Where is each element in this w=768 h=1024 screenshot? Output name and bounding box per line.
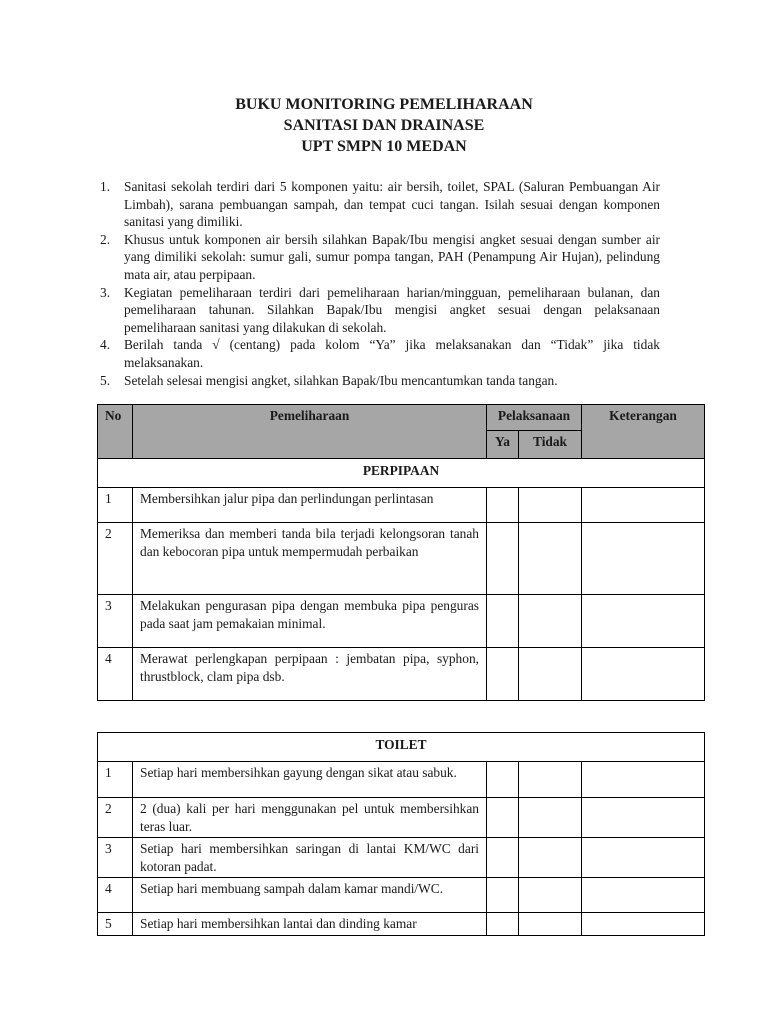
instruction-text: Setelah selesai mengisi angket, silahkan Bapak/Ibu mencantumkan tanda tangan. [124,372,558,388]
section-heading-perpipaan: PERPIPAAN [98,459,705,488]
instruction-number: 2. [100,231,111,247]
title-line-3: UPT SMPN 10 MEDAN [301,138,467,155]
section-heading-toilet: TOILET [98,733,705,762]
table-row [98,762,705,798]
instruction-item [100,284,660,337]
table-row [98,878,705,913]
ya-checkbox-cell[interactable] [487,523,519,595]
header-no: No [98,405,133,459]
row-task: Setiap hari membersihkan gayung dengan sikat atau sabuk. [133,762,487,798]
row-number: 2 [98,798,133,838]
tidak-checkbox-cell[interactable] [519,595,582,648]
keterangan-cell[interactable] [582,762,705,798]
header-pelaksanaan: Pelaksanaan [487,405,582,431]
instruction-number: 5. [100,372,111,388]
row-task: Membersihkan jalur pipa dan perlindungan perlintasan [133,488,487,523]
document-title [0,94,768,157]
tidak-checkbox-cell[interactable] [519,488,582,523]
tidak-checkbox-cell[interactable] [519,878,582,913]
tidak-checkbox-cell[interactable] [519,523,582,595]
row-number: 1 [98,488,133,523]
header-ya: Ya [487,431,519,459]
row-number: 4 [98,878,133,913]
keterangan-cell[interactable] [582,488,705,523]
ya-checkbox-cell[interactable] [487,838,519,878]
header-keterangan: Keterangan [582,405,705,459]
tidak-checkbox-cell[interactable] [519,648,582,701]
table-row [98,595,705,648]
row-task: 2 (dua) kali per hari menggunakan pel untuk membersihkan teras luar. [133,798,487,838]
row-task: Setiap hari membersihkan lantai dan dinding kamar [133,913,487,936]
keterangan-cell[interactable] [582,595,705,648]
keterangan-cell[interactable] [582,838,705,878]
toilet-table [97,732,705,936]
table-row [98,523,705,595]
instructions-list [100,178,660,389]
table-row [98,648,705,701]
table-row [98,838,705,878]
tidak-checkbox-cell[interactable] [519,913,582,936]
instruction-item [100,231,660,284]
table-row [98,913,705,936]
keterangan-cell[interactable] [582,798,705,838]
header-pemeliharaan: Pemeliharaan [133,405,487,459]
perpipaan-table [97,404,705,701]
row-task: Melakukan pengurasan pipa dengan membuka pipa penguras pada saat jam pemakaian minimal. [133,595,487,648]
row-number: 2 [98,523,133,595]
instruction-item [100,178,660,231]
row-number: 3 [98,838,133,878]
row-task: Memeriksa dan memberi tanda bila terjadi kelongsoran tanah dan kebocoran pipa untuk mempermudah perbaikan [133,523,487,595]
tidak-checkbox-cell[interactable] [519,762,582,798]
keterangan-cell[interactable] [582,523,705,595]
row-number: 4 [98,648,133,701]
keterangan-cell[interactable] [582,878,705,913]
tidak-checkbox-cell[interactable] [519,838,582,878]
title-line-2: SANITASI DAN DRAINASE [283,117,485,134]
row-task: Merawat perlengkapan perpipaan : jembatan pipa, syphon, thrustblock, clam pipa dsb. [133,648,487,701]
tidak-checkbox-cell[interactable] [519,798,582,838]
instruction-text: Khusus untuk komponen air bersih silahkan Bapak/Ibu mengisi angket sesuai dengan sumber air yang dimiliki sekolah: sumur gali, sumur pompa tangan, PAH (Penampung Air Hujan), pelindung mata air, atau perpipaan. [124,231,660,282]
instruction-number: 3. [100,284,111,300]
ya-checkbox-cell[interactable] [487,913,519,936]
instruction-text: Sanitasi sekolah terdiri dari 5 komponen yaitu: air bersih, toilet, SPAL (Saluran Pembuangan Air Limbah), sarana pembuangan sampah, dan tempat cuci tangan. Isilah sesuai dengan komponen sanitasi yang dimiliki. [124,179,660,230]
row-number: 1 [98,762,133,798]
ya-checkbox-cell[interactable] [487,595,519,648]
row-task: Setiap hari membersihkan saringan di lantai KM/WC dari kotoran padat. [133,838,487,878]
title-line-1: BUKU MONITORING PEMELIHARAAN [235,96,533,113]
header-tidak: Tidak [519,431,582,459]
ya-checkbox-cell[interactable] [487,762,519,798]
keterangan-cell[interactable] [582,913,705,936]
ya-checkbox-cell[interactable] [487,488,519,523]
ya-checkbox-cell[interactable] [487,878,519,913]
table-row [98,798,705,838]
row-number: 3 [98,595,133,648]
row-number: 5 [98,913,133,936]
table-row [98,488,705,523]
row-task: Setiap hari membuang sampah dalam kamar mandi/WC. [133,878,487,913]
instruction-number: 1. [100,179,111,194]
ya-checkbox-cell[interactable] [487,798,519,838]
instruction-text: Kegiatan pemeliharaan terdiri dari pemeliharaan harian/mingguan, pemeliharaan bulanan, dan pemeliharaan tahunan. Silahkan Bapak/Ibu mengisi angket sesuai dengan pelaksanaan pemeliharaan sanitasi yang dilakukan di sekolah. [124,284,660,335]
instruction-text: Berilah tanda √ (centang) pada kolom “Ya” jika melaksanakan dan “Tidak” jika tidak melaksanakan. [124,337,660,370]
ya-checkbox-cell[interactable] [487,648,519,701]
instruction-item [100,372,660,390]
keterangan-cell[interactable] [582,648,705,701]
instruction-number: 4. [100,337,111,353]
instruction-item [100,336,660,371]
